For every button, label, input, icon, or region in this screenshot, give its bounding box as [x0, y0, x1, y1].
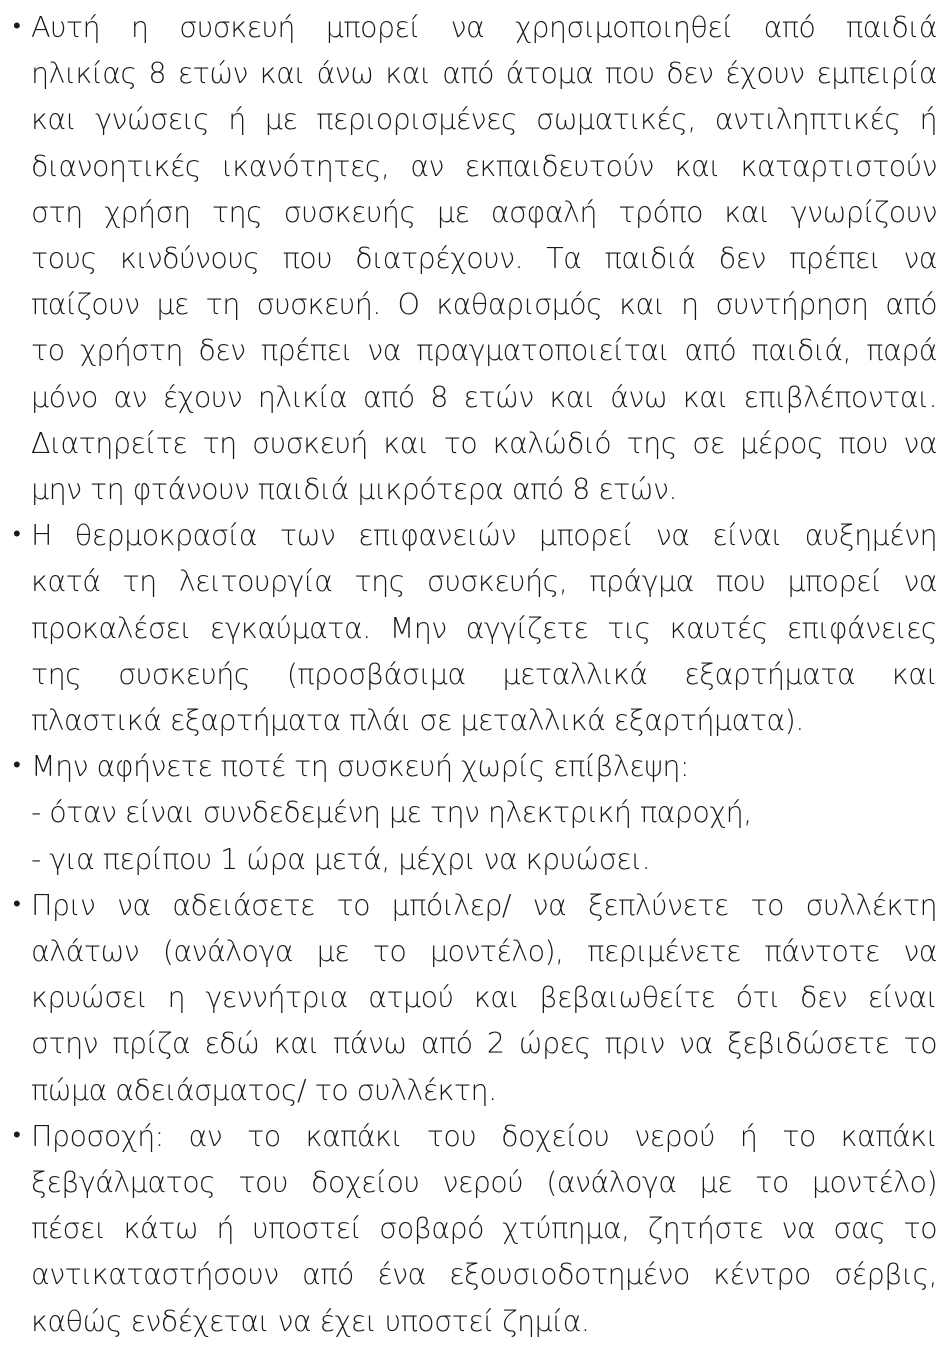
- text-line: Διατηρείτε τη συσκευή και το καλώδιό της σε μέρος που να: [31, 425, 937, 460]
- text-line: και γνώσεις ή με περιορισμένες σωματικές, αντιληπτικές ή: [31, 102, 937, 137]
- text-line-last: πώμα αδειάσματος/ το συλλέκτη.: [31, 1072, 497, 1107]
- text-line: Πριν να αδειάσετε το μπόιλερ/ να ξεπλύνετε το συλλέκτη: [31, 887, 937, 922]
- text-line: αλάτων (ανάλογα με το μοντέλο), περιμένετε πάντοτε να: [31, 934, 937, 969]
- bullet-dot-icon: •: [13, 14, 21, 39]
- text-line: Η θερμοκρασία των επιφανειών μπορεί να είναι αυξημένη: [31, 518, 937, 553]
- text-line: προκαλέσει εγκαύματα. Μην αγγίζετε τις καυτές επιφάνειες: [31, 610, 937, 645]
- text-line: αντικαταστήσουν από ένα εξουσιοδοτημένο κέντρο σέρβις,: [31, 1257, 937, 1292]
- text-line: Μην αφήνετε ποτέ τη συσκευή χωρίς επίβλεψη:: [31, 749, 689, 784]
- text-line: πέσει κάτω ή υποστεί σοβαρό χτύπημα, ζητήστε να σας το: [31, 1211, 937, 1246]
- bullet-dot-icon: •: [13, 1122, 21, 1148]
- text-line: μόνο αν έχουν ηλικία από 8 ετών και άνω και επιβλέπονται.: [31, 379, 937, 414]
- bullet-item-cap-damage: [0, 1113, 950, 1344]
- text-line: Προσοχή: αν το καπάκι του δοχείου νερού ή το καπάκι: [31, 1118, 937, 1153]
- sub-item: - όταν είναι συνδεδεμένη με την ηλεκτρική παροχή,: [31, 795, 752, 830]
- text-line: ξεβγάλματος του δοχείου νερού (ανάλογα με το μοντέλο): [31, 1165, 937, 1200]
- text-line-last: καθώς ενδέχεται να έχει υποστεί ζημία.: [31, 1303, 590, 1338]
- text-line: παίζουν με τη συσκευή. Ο καθαρισμός και η συντήρηση από: [31, 287, 937, 322]
- text-line: διανοητικές ικανότητες, αν εκπαιδευτούν και καταρτιστούν: [31, 148, 937, 183]
- text-line: το χρήστη δεν πρέπει να πραγματοποιείται από παιδιά, παρά: [31, 333, 937, 368]
- bullet-item-children-use: [0, 4, 950, 512]
- text-line: στη χρήση της συσκευής με ασφαλή τρόπο και γνωρίζουν: [31, 194, 937, 229]
- bullet-dot-icon: •: [13, 522, 21, 548]
- bullet-dot-icon: •: [13, 891, 21, 917]
- text-line-last: πλαστικά εξαρτήματα πλάι σε μεταλλικά εξαρτήματα).: [31, 703, 804, 738]
- bullet-item-supervision: [0, 743, 950, 882]
- text-line-last: μην τη φτάνουν παιδιά μικρότερα από 8 ετών.: [31, 472, 677, 507]
- text-line: στην πρίζα εδώ και πάνω από 2 ώρες πριν να ξεβιδώσετε το: [31, 1026, 937, 1061]
- text-line: ηλικίας 8 ετών και άνω και από άτομα που δεν έχουν εμπειρία: [31, 56, 937, 91]
- bullet-item-hot-surfaces: [0, 512, 950, 743]
- bullet-dot-icon: •: [13, 753, 21, 779]
- text-line: τους κινδύνους που διατρέχουν. Τα παιδιά δεν πρέπει να: [31, 241, 937, 276]
- text-line: κατά τη λειτουργία της συσκευής, πράγμα που μπορεί να: [31, 564, 937, 599]
- text-line: Αυτή η συσκευή μπορεί να χρησιμοποιηθεί από παιδιά: [31, 10, 937, 44]
- safety-instructions: [0, 4, 950, 1344]
- bullet-item-boiler-emptying: [0, 882, 950, 1113]
- text-line: της συσκευής (προσβάσιμα μεταλλικά εξαρτήματα και: [31, 656, 937, 691]
- text-line: κρυώσει η γεννήτρια ατμού και βεβαιωθείτε ότι δεν είναι: [31, 980, 937, 1015]
- sub-item: - για περίπου 1 ώρα μετά, μέχρι να κρυώσει.: [31, 841, 651, 876]
